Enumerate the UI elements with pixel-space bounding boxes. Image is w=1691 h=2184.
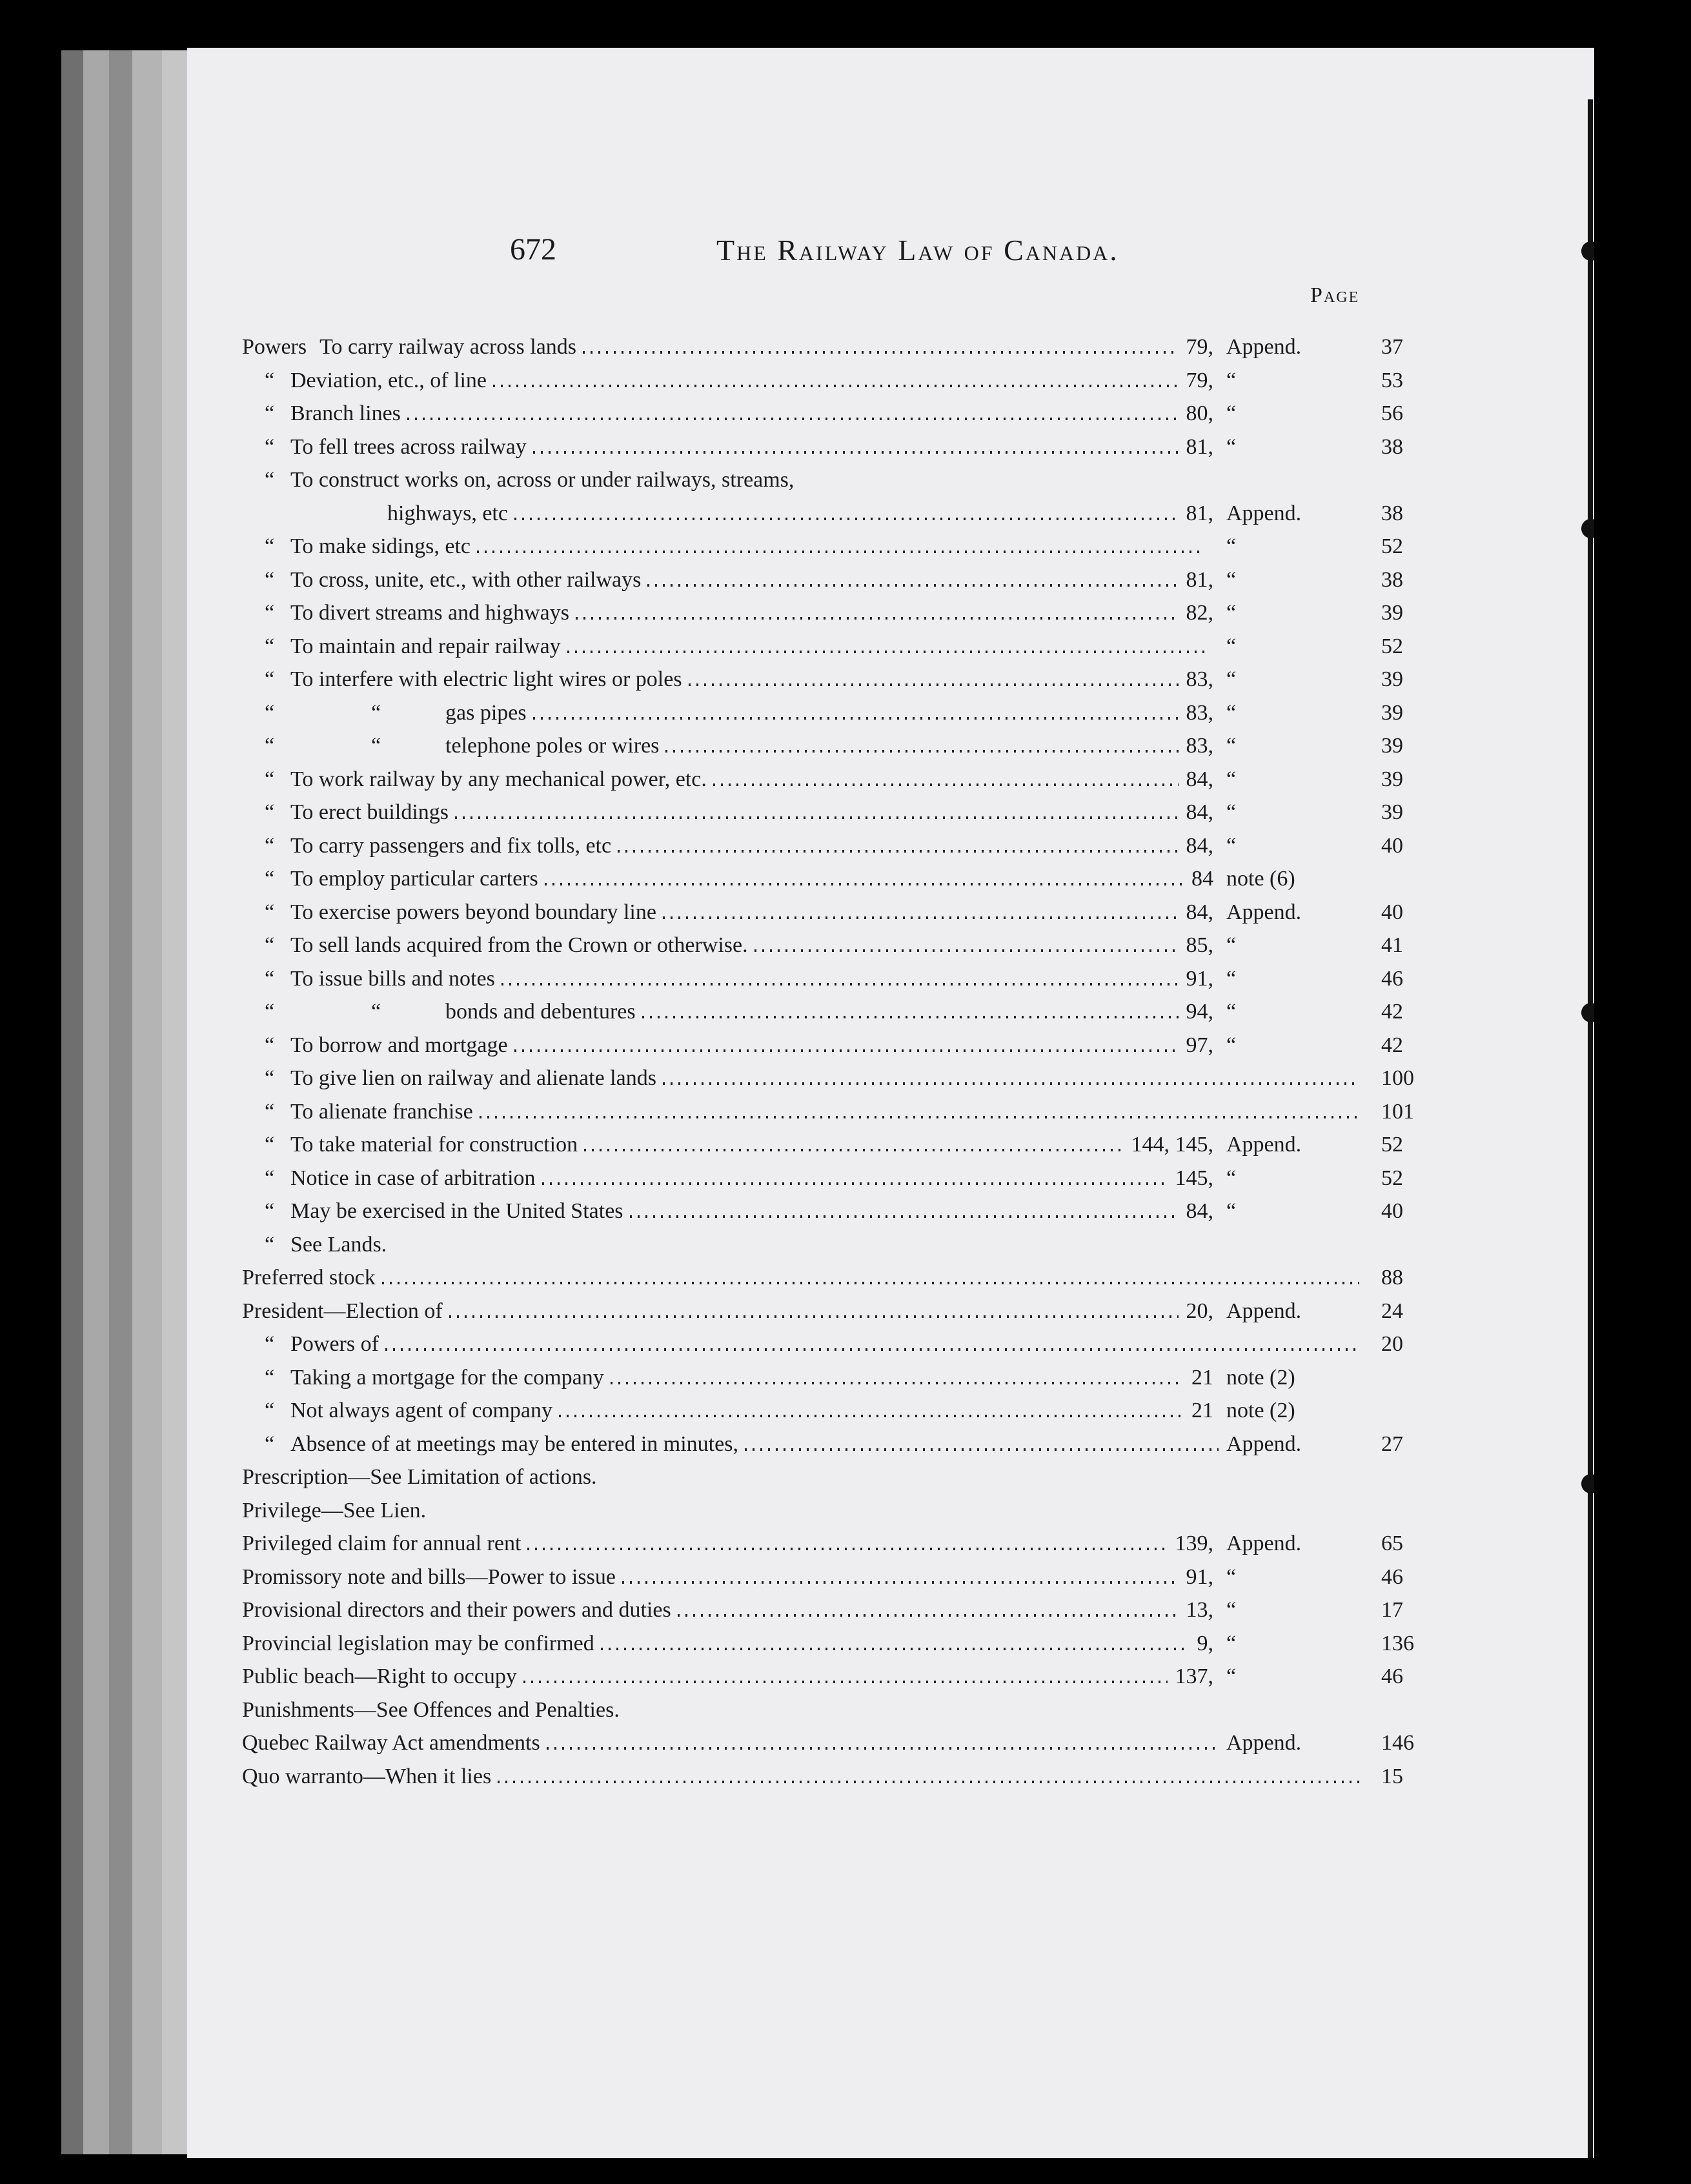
page-reference: 24 <box>1381 1299 1403 1323</box>
page-reference: 56 <box>1381 401 1403 425</box>
page-reference: 46 <box>1381 1564 1403 1589</box>
reference-note: “ <box>1226 933 1237 957</box>
ditto-mark: “ <box>265 1033 275 1057</box>
index-entry <box>187 1329 1594 1360</box>
entry-text: To fell trees across railway <box>290 434 527 459</box>
reference-note: “ <box>1226 1033 1237 1057</box>
section-reference: 84, <box>1186 833 1213 858</box>
page-reference: 15 <box>1381 1764 1403 1788</box>
reference-note: “ <box>1226 368 1237 392</box>
page-reference: 136 <box>1381 1631 1414 1655</box>
reference-note: “ <box>1226 1000 1237 1024</box>
index-entry <box>187 1097 1594 1127</box>
page-reference: 38 <box>1381 434 1403 459</box>
ditto-mark: “ <box>265 468 275 492</box>
entry-text: To erect buildings <box>290 800 449 824</box>
reference-note: Append. <box>1226 1133 1302 1157</box>
section-reference: 84, <box>1186 1199 1213 1223</box>
index-entry <box>187 1429 1594 1460</box>
page-reference: 40 <box>1381 833 1403 858</box>
ditto-mark: “ <box>265 667 275 691</box>
index-entry <box>187 1628 1594 1659</box>
entry-heading: Promissory note and bills—Power to issue <box>242 1564 616 1589</box>
dot-leader <box>567 651 1204 653</box>
reference-note: “ <box>1226 534 1237 558</box>
dot-leader <box>382 1282 1359 1284</box>
entry-text: To interfere with electric light wires or poles <box>290 667 682 691</box>
dot-leader <box>559 1415 1184 1417</box>
ditto-mark: “ <box>371 700 381 725</box>
ditto-mark: “ <box>265 434 275 459</box>
section-reference: 81, <box>1186 434 1213 459</box>
page-reference: 38 <box>1381 567 1403 592</box>
page-reference: 52 <box>1381 1166 1403 1190</box>
section-reference: 94, <box>1186 1000 1213 1024</box>
reference-note: “ <box>1226 1166 1237 1190</box>
section-reference: 21 <box>1191 1399 1213 1422</box>
entry-heading: Privileged claim for annual rent <box>242 1532 521 1555</box>
page-reference: 27 <box>1381 1431 1403 1456</box>
dot-leader <box>630 1215 1179 1218</box>
section-reference: 83, <box>1186 667 1213 691</box>
reference-note: Append. <box>1226 1299 1302 1323</box>
index-entry <box>187 764 1594 795</box>
section-reference: 144, 145, <box>1131 1133 1213 1157</box>
page-reference: 40 <box>1381 1199 1403 1223</box>
section-reference: 81, <box>1186 567 1213 592</box>
section-reference: 13, <box>1186 1598 1213 1622</box>
reference-note: “ <box>1226 833 1237 858</box>
dot-leader <box>647 584 1178 587</box>
section-reference: 79, <box>1186 368 1213 392</box>
reference-note: “ <box>1226 767 1237 791</box>
index-entry <box>187 1063 1594 1094</box>
index-entry <box>187 598 1594 629</box>
ditto-mark: “ <box>265 1066 275 1090</box>
page-reference: 20 <box>1381 1332 1403 1356</box>
page-reference: 46 <box>1381 966 1403 991</box>
entry-heading: Punishments—See Offences and Penalties. <box>242 1697 620 1722</box>
index-entry <box>187 432 1594 463</box>
entry-text: gas pipes <box>445 700 527 725</box>
entry-heading: Quo warranto—When it lies <box>242 1764 492 1788</box>
page-reference: 52 <box>1381 1133 1403 1157</box>
page-reference: 52 <box>1381 534 1403 558</box>
entry-text: To give lien on railway and alienate lands <box>290 1066 656 1090</box>
page-column-label: Page <box>1310 283 1360 307</box>
ditto-mark: “ <box>265 700 275 725</box>
entry-text: To divert streams and highways <box>290 601 569 625</box>
section-reference: 82, <box>1186 601 1213 625</box>
dot-leader <box>523 1681 1168 1683</box>
page-reference: 39 <box>1381 601 1403 625</box>
ditto-mark: “ <box>371 1000 381 1024</box>
ditto-mark: “ <box>265 1431 275 1456</box>
reference-note: “ <box>1226 800 1237 824</box>
page-reference: 40 <box>1381 900 1403 924</box>
dot-leader <box>498 1781 1359 1783</box>
dot-leader <box>407 418 1179 420</box>
page-reference: 17 <box>1381 1598 1403 1622</box>
dot-leader <box>480 1116 1359 1118</box>
book-edge-strip <box>61 50 83 2154</box>
reference-note: “ <box>1226 434 1237 459</box>
dot-leader <box>754 949 1179 952</box>
reference-note: Append. <box>1226 1532 1302 1555</box>
section-reference: 139, <box>1175 1532 1213 1555</box>
reference-note: Append. <box>1226 335 1302 359</box>
index-entry <box>187 332 1594 363</box>
section-reference: 91, <box>1186 1564 1213 1589</box>
section-reference: 79, <box>1186 335 1213 359</box>
ditto-mark: “ <box>265 900 275 924</box>
dot-leader <box>547 1747 1219 1750</box>
ditto-mark: “ <box>265 734 275 758</box>
dot-leader <box>455 816 1178 819</box>
reference-note: “ <box>1226 734 1237 758</box>
section-reference: 84, <box>1186 800 1213 824</box>
index-entry <box>187 1562 1594 1593</box>
ditto-mark: “ <box>265 966 275 991</box>
dot-leader <box>533 717 1179 720</box>
ditto-mark: “ <box>265 634 275 658</box>
page-reference: 37 <box>1381 335 1403 359</box>
index-entry <box>187 1362 1594 1393</box>
index-entry <box>187 565 1594 596</box>
ditto-mark: “ <box>265 534 275 558</box>
page-reference: 100 <box>1381 1066 1414 1090</box>
reference-note: “ <box>1226 1199 1237 1223</box>
reference-note: “ <box>1226 567 1237 592</box>
index-entry <box>187 631 1594 662</box>
index-entry <box>187 1262 1594 1293</box>
index-entry <box>187 996 1594 1027</box>
dot-leader <box>663 916 1179 919</box>
page-reference: 101 <box>1381 1099 1414 1124</box>
entry-text: Branch lines <box>290 401 401 425</box>
index-entry <box>187 864 1594 895</box>
ditto-mark: “ <box>265 867 275 891</box>
page-reference: 42 <box>1381 1000 1403 1024</box>
ditto-mark: “ <box>265 1166 275 1190</box>
page-title: The Railway Law of Canada. <box>716 234 1119 267</box>
ditto-mark: “ <box>265 1332 275 1356</box>
dot-leader <box>622 1581 1179 1584</box>
ditto-mark: “ <box>265 1365 275 1390</box>
page-reference: 39 <box>1381 667 1403 691</box>
reference-note: “ <box>1226 401 1237 425</box>
dot-leader <box>601 1648 1190 1650</box>
entry-text: telephone poles or wires <box>445 734 660 758</box>
page-reference: 41 <box>1381 933 1403 957</box>
dot-leader <box>678 1614 1179 1617</box>
entry-heading: Preferred stock <box>242 1266 376 1289</box>
dot-leader <box>449 1315 1179 1318</box>
ditto-mark: “ <box>265 933 275 957</box>
entry-text: To borrow and mortgage <box>290 1033 508 1057</box>
index-entry <box>187 1229 1594 1260</box>
entry-text: May be exercised in the United States <box>290 1199 623 1223</box>
entry-text: To work railway by any mechanical power, etc. <box>290 767 707 791</box>
entry-text: To employ particular carters <box>290 867 538 891</box>
section-reference: 84, <box>1186 767 1213 791</box>
reference-note: “ <box>1226 1664 1237 1688</box>
entry-text: Deviation, etc., of line <box>290 368 487 392</box>
entry-heading: Privilege—See Lien. <box>242 1498 427 1522</box>
ditto-mark: “ <box>265 567 275 592</box>
reference-note: “ <box>1226 601 1237 625</box>
reference-note: Append. <box>1226 900 1302 924</box>
index-entry <box>187 1495 1594 1526</box>
page-number: 672 <box>510 232 556 267</box>
reference-note: note (2) <box>1226 1365 1295 1390</box>
section-reference: 80, <box>1186 401 1213 425</box>
entry-text: To carry passengers and fix tolls, etc <box>290 833 612 858</box>
book-edge-strip <box>162 50 190 2154</box>
ditto-mark: “ <box>265 800 275 824</box>
index-entry <box>187 365 1594 396</box>
ditto-mark: “ <box>265 601 275 625</box>
ditto-mark: “ <box>265 1232 275 1257</box>
dot-leader <box>689 683 1179 686</box>
index-entry <box>187 897 1594 928</box>
index-entry <box>187 1129 1594 1160</box>
entry-text: Notice in case of arbitration <box>290 1166 536 1190</box>
reference-note: Append. <box>1226 501 1302 525</box>
dot-leader <box>385 1348 1359 1351</box>
entry-text: Absence of at meetings may be entered in minutes, <box>290 1431 738 1456</box>
entry-heading: Powers <box>242 335 307 359</box>
page-reference: 39 <box>1381 734 1403 758</box>
index-entry <box>187 1695 1594 1726</box>
book-edge-strip <box>83 50 109 2154</box>
index-entry <box>187 1196 1594 1227</box>
index-entry <box>187 531 1594 562</box>
page-reference: 46 <box>1381 1664 1403 1688</box>
page-reference: 146 <box>1381 1731 1414 1755</box>
entry-text: To take material for construction <box>290 1133 578 1157</box>
entry-text: To maintain and repair railway <box>290 634 561 658</box>
entry-heading: Prescription—See Limitation of actions. <box>242 1465 597 1489</box>
entry-heading: Quebec Railway Act amendments <box>242 1731 540 1755</box>
index-entry <box>187 1528 1594 1559</box>
dot-leader <box>583 351 1178 354</box>
entry-text: bonds and debentures <box>445 1000 636 1024</box>
dot-leader <box>493 385 1178 387</box>
index-entry <box>187 1728 1594 1759</box>
reference-note: Append. <box>1226 1731 1302 1755</box>
index-entry <box>187 398 1594 429</box>
ditto-mark: “ <box>265 767 275 791</box>
dot-leader <box>477 551 1204 553</box>
book-edge-strip <box>132 50 162 2154</box>
index-entry <box>187 1030 1594 1061</box>
ditto-mark: “ <box>265 1399 275 1422</box>
entry-heading: Provisional directors and their powers and duties <box>242 1598 671 1622</box>
ditto-mark: “ <box>265 1099 275 1124</box>
page-reference: 53 <box>1381 368 1403 392</box>
reference-note: “ <box>1226 634 1237 658</box>
section-reference: 145, <box>1175 1166 1213 1190</box>
reference-note: Append. <box>1226 1431 1302 1456</box>
dot-leader <box>618 850 1178 853</box>
reference-note: “ <box>1226 966 1237 991</box>
dot-leader <box>665 750 1178 753</box>
dot-leader <box>584 1149 1123 1151</box>
book-edge-strip <box>109 50 132 2154</box>
dot-leader <box>501 983 1179 986</box>
entry-text: To cross, unite, etc., with other railways <box>290 567 642 592</box>
entry-text: Taking a mortgage for the company <box>290 1365 604 1390</box>
entry-heading: President—Election of <box>242 1299 443 1323</box>
page-reference: 52 <box>1381 634 1403 658</box>
entry-text: Not always agent of company <box>290 1399 552 1422</box>
ditto-mark: “ <box>265 1133 275 1157</box>
section-reference: 137, <box>1175 1664 1213 1688</box>
dot-leader <box>713 784 1179 786</box>
section-reference: 83, <box>1186 700 1213 725</box>
dot-leader <box>527 1548 1167 1550</box>
section-reference: 83, <box>1186 734 1213 758</box>
ditto-mark: “ <box>265 1000 275 1024</box>
ditto-mark: “ <box>265 833 275 858</box>
dot-leader <box>514 518 1179 520</box>
ditto-mark: “ <box>265 401 275 425</box>
index-entry <box>187 698 1594 729</box>
entry-text: To make sidings, etc <box>290 534 471 558</box>
index-entry <box>187 831 1594 862</box>
reference-note: note (6) <box>1226 867 1295 891</box>
page-reference: 39 <box>1381 700 1403 725</box>
reference-note: note (2) <box>1226 1399 1295 1422</box>
page-reference: 39 <box>1381 767 1403 791</box>
ditto-mark: “ <box>371 734 381 758</box>
entry-text: To issue bills and notes <box>290 966 495 991</box>
index-entry <box>187 930 1594 961</box>
section-reference: 85, <box>1186 933 1213 957</box>
section-reference: 91, <box>1186 966 1213 991</box>
book-edge <box>61 50 190 2154</box>
dot-leader <box>663 1082 1359 1085</box>
dot-leader <box>542 1182 1168 1185</box>
entry-text: To construct works on, across or under railways, streams, <box>290 468 795 492</box>
section-reference: 81, <box>1186 501 1213 525</box>
entry-text: To sell lands acquired from the Crown or otherwise. <box>290 933 748 957</box>
page <box>187 48 1594 2158</box>
index-entry <box>187 731 1594 762</box>
index-entry <box>187 1462 1594 1493</box>
section-reference: 21 <box>1191 1365 1213 1390</box>
ditto-mark: “ <box>265 1199 275 1223</box>
section-reference: 84 <box>1191 867 1213 891</box>
entry-text: highways, etc <box>387 501 508 525</box>
index-entry <box>187 1296 1594 1327</box>
section-reference: 97, <box>1186 1033 1213 1057</box>
index-entries <box>187 48 1594 2158</box>
index-entry <box>187 1595 1594 1626</box>
index-entry <box>187 664 1594 695</box>
page-reference: 42 <box>1381 1033 1403 1057</box>
reference-note: “ <box>1226 700 1237 725</box>
dot-leader <box>642 1016 1179 1018</box>
dot-leader <box>576 617 1179 620</box>
reference-note: “ <box>1226 667 1237 691</box>
dot-leader <box>533 451 1179 454</box>
page-reference: 39 <box>1381 800 1403 824</box>
index-entry <box>187 1163 1594 1194</box>
index-entry <box>187 1395 1594 1426</box>
reference-note: “ <box>1226 1598 1237 1622</box>
section-reference: 20, <box>1186 1299 1213 1323</box>
entry-text: Powers of <box>290 1332 379 1356</box>
section-reference: 84, <box>1186 900 1213 924</box>
reference-note: “ <box>1226 1631 1237 1655</box>
page-reference: 38 <box>1381 501 1403 525</box>
index-entry <box>187 465 1594 496</box>
entry-heading: Public beach—Right to occupy <box>242 1664 517 1688</box>
page-reference: 88 <box>1381 1266 1403 1289</box>
reference-note: “ <box>1226 1564 1237 1589</box>
section-reference: 9, <box>1197 1631 1213 1655</box>
index-entry <box>187 1661 1594 1692</box>
dot-leader <box>514 1049 1179 1052</box>
dot-leader <box>745 1448 1219 1451</box>
ditto-mark: “ <box>265 368 275 392</box>
entry-text: See Lands. <box>290 1232 387 1257</box>
index-entry <box>187 498 1594 529</box>
entry-text: To alienate franchise <box>290 1099 473 1124</box>
index-entry <box>187 964 1594 995</box>
entry-heading: Provincial legislation may be confirmed <box>242 1631 594 1655</box>
index-entry <box>187 1761 1594 1792</box>
dot-leader <box>545 883 1184 885</box>
entry-text: To exercise powers beyond boundary line <box>290 900 656 924</box>
dot-leader <box>611 1382 1184 1384</box>
page-reference: 65 <box>1381 1532 1403 1555</box>
entry-text: To carry railway across lands <box>319 335 577 359</box>
index-entry <box>187 797 1594 828</box>
